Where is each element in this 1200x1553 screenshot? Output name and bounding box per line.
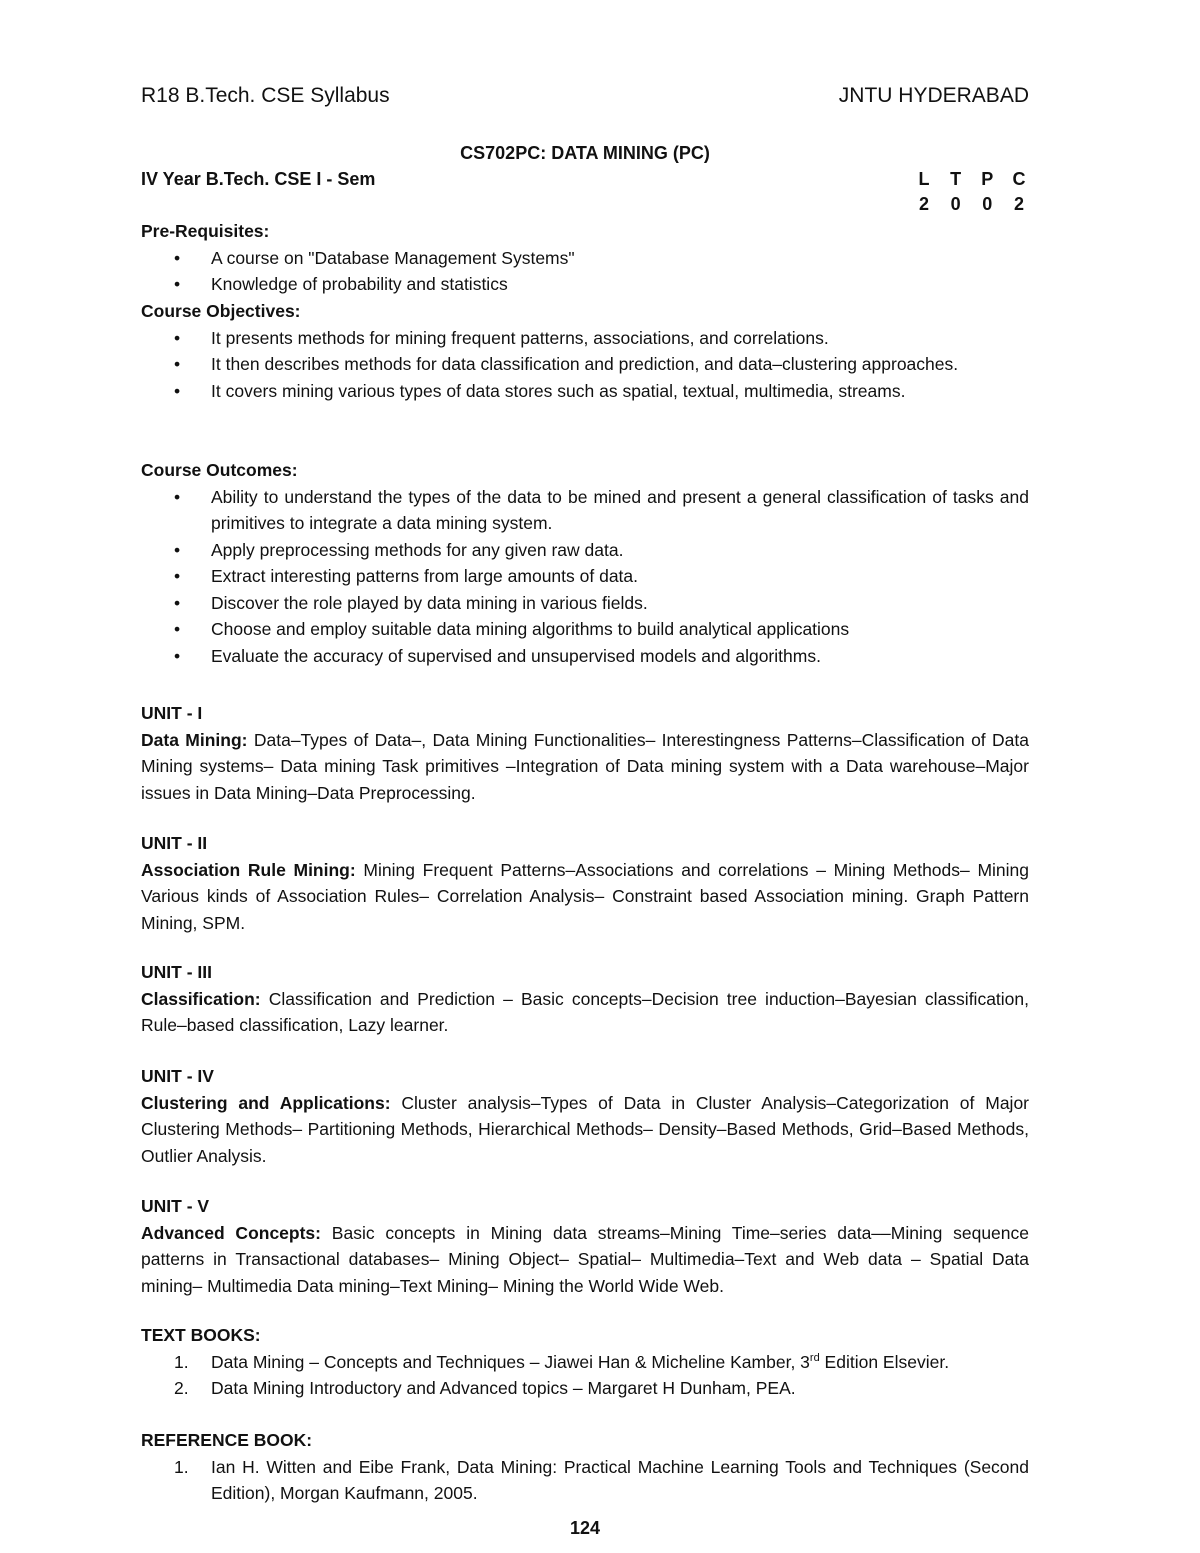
ltpc-label-c: C [1012,169,1026,189]
list-item: • It then describes methods for data classification and prediction, and data–clustering approaches. [141,351,1029,378]
ordinal-suffix: rd [809,1351,820,1364]
book-citation: Data Mining – Concepts and Techniques – Jiawei Han & Micheline Kamber, 3 [211,1351,810,1372]
unit-heading: UNIT - III [141,962,212,982]
unit-heading: UNIT - IV [141,1066,214,1086]
text-books-heading: TEXT BOOKS: [141,1325,261,1345]
unit-1-section [141,700,1029,806]
unit-body [141,1090,1029,1170]
book-citation-end: Edition Elsevier. [819,1351,950,1372]
unit-text: Mining Frequent Patterns–Associations and correlations – Mining Methods– Mining Various kinds of Association Rules– Correlation Analysis– Constraint based Association mining. Graph Pattern Mining, SPM. [141,859,1029,933]
item-number: 2. [174,1378,189,1398]
objectives-section [141,298,1029,404]
unit-2-section [141,830,1029,936]
outcomes-heading: Course Outcomes: [141,460,298,480]
list-item: • It presents methods for mining frequent patterns, associations, and correlations. [141,325,1029,352]
ltpc-label-l: L [918,169,930,189]
ltpc-labels [914,169,1029,190]
running-header-right: JNTU HYDERABAD [838,84,1029,107]
ltpc-label-t: T [950,169,962,189]
ltpc-value-p: 0 [982,194,993,214]
unit-5-section [141,1193,1029,1299]
unit-lead: Data Mining: [141,729,248,750]
list-item: • Apply preprocessing methods for any given raw data. [141,537,1029,564]
item-number: 1. [174,1351,189,1372]
running-header-left: R18 B.Tech. CSE Syllabus [141,84,390,107]
unit-lead: Clustering and Applications: [141,1092,391,1113]
unit-text: Data–Types of Data–, Data Mining Functionalities– Interestingness Patterns–Classification of Data Mining systems– Data mining Task primitives –Integration of Data mining system with a Data warehouse–Major issues in Data Mining–Data Preprocessing. [141,729,1029,803]
list-item: • Discover the role played by data mining in various fields. [141,590,1029,617]
book-citation: Data Mining Introductory and Advanced topics – Margaret H Dunham, PEA. [211,1378,796,1398]
ltpc-value-t: 0 [950,194,961,214]
unit-body [141,1220,1029,1300]
ltpc-values [914,194,1029,215]
unit-lead: Advanced Concepts: [141,1222,321,1243]
list-item: • Ability to understand the types of the data to be mined and present a general classification of tasks and primitives to integrate a data mining system. [141,484,1029,537]
item-number: 1. [174,1456,189,1477]
list-item: • Evaluate the accuracy of supervised and unsupervised models and algorithms. [141,643,1029,670]
list-item: • Extract interesting patterns from large amounts of data. [141,563,1029,590]
prerequisites-section [141,218,1029,298]
list-item [141,1454,1029,1507]
unit-text: Classification and Prediction – Basic concepts–Decision tree induction–Bayesian classification, Rule–based classification, Lazy learner. [141,988,1029,1035]
objectives-heading: Course Objectives: [141,301,301,321]
book-citation: Ian H. Witten and Eibe Frank, Data Mining: Practical Machine Learning Tools and Techniques (Second Edition), Morgan Kaufmann, 2005. [211,1456,1029,1503]
course-title: CS702PC: DATA MINING (PC) [460,143,710,163]
unit-heading: UNIT - V [141,1196,210,1216]
ltpc-value-l: 2 [918,194,929,214]
list-item [141,1349,1029,1376]
unit-4-section [141,1063,1029,1169]
ltpc-label-p: P [981,169,994,189]
text-books-section [141,1322,1029,1402]
ltpc-value-c: 2 [1013,194,1024,214]
year-semester: IV Year B.Tech. CSE I - Sem [141,169,376,189]
list-item: • Knowledge of probability and statistics [141,271,1029,298]
page-number: 124 [569,1518,601,1538]
list-item [141,1375,1029,1402]
list-item: • A course on "Database Management Systems" [141,245,1029,272]
unit-body [141,727,1029,807]
reference-book-heading: REFERENCE BOOK: [141,1430,313,1450]
unit-text: Cluster analysis–Types of Data in Cluster Analysis–Categorization of Major Clustering Methods– Partitioning Methods, Hierarchical Methods– Density–Based Methods, Grid–Based Methods, Outlier Analysis. [141,1092,1030,1166]
unit-heading: UNIT - I [141,703,203,723]
unit-body [141,986,1029,1039]
list-item: • It covers mining various types of data stores such as spatial, textual, multimedia, streams. [141,378,1029,405]
unit-heading: UNIT - II [141,833,208,853]
outcomes-section [141,457,1029,669]
prerequisites-heading: Pre-Requisites: [141,221,270,241]
unit-text: Basic concepts in Mining data streams–Mining Time–series data––Mining sequence patterns in Transactional databases– Mining Object– Spatial– Multimedia–Text and Web data – Spatial Data mining– Multimedia Data mining–Text Mining– Mining the World Wide Web. [141,1222,1030,1296]
unit-body [141,857,1029,937]
reference-book-section [141,1427,1029,1507]
unit-3-section [141,959,1029,1039]
unit-lead: Association Rule Mining: [141,859,356,880]
unit-lead: Classification: [141,988,261,1009]
list-item: • Choose and employ suitable data mining algorithms to build analytical applications [141,616,1029,643]
